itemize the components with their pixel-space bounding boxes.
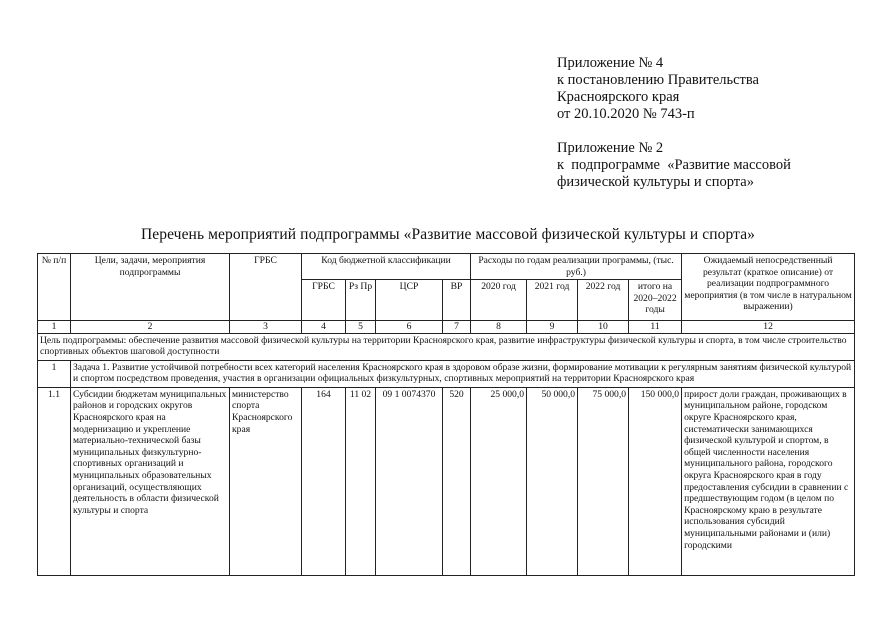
- subheader-total: итого на 2020–2022 годы: [629, 280, 682, 321]
- column-number: 8: [471, 321, 527, 334]
- appendix-line: физической культуры и спорта»: [557, 174, 754, 190]
- column-number: 1: [38, 321, 71, 334]
- header-grbs: ГРБС: [230, 254, 302, 321]
- header-goals: Цели, задачи, мероприятия подпрограммы: [71, 254, 230, 321]
- row-num: 1.1: [38, 387, 71, 575]
- appendix-block-2: [557, 140, 791, 191]
- subheader-rzpr: Рз Пр: [346, 280, 376, 321]
- column-number: 12: [682, 321, 855, 334]
- column-number: 2: [71, 321, 230, 334]
- appendix-line: Красноярского края: [557, 89, 680, 105]
- subheader-vr: ВР: [443, 280, 471, 321]
- row-name: Субсидии бюджетам муниципальных районов и городских округов Красноярского края на модернизацию и укрепление материально-технической базы муниципальных физкультурно-спортивных организаций и муниципальных образовательных организаций, осуществляющих деятельность в области физической культуры и спорта: [71, 387, 230, 575]
- subheader-csr: ЦСР: [376, 280, 443, 321]
- goal-text: Цель подпрограммы: обеспечение развития массовой физической культуры на территории Красноярского края, развитие инфраструктуры физической культуры и спорта, в том числе строительство спортивных объектов шаговой доступности: [38, 333, 855, 360]
- header-result: Ожидаемый непосредственный результат (краткое описание) от реализации подпрограммного мероприятия (в том числе в натуральном выражении): [682, 254, 855, 321]
- appendix-line: к подпрограмме «Развитие массовой: [557, 157, 791, 173]
- column-number: 10: [578, 321, 629, 334]
- header-row: [38, 254, 855, 280]
- row-2020: 25 000,0: [471, 387, 527, 575]
- row-vr: 520: [443, 387, 471, 575]
- task-num: 1: [38, 360, 71, 387]
- table-row: [38, 387, 855, 575]
- task-row: [38, 360, 855, 387]
- row-total: 150 000,0: [629, 387, 682, 575]
- measures-table: [37, 253, 855, 576]
- column-number: 6: [376, 321, 443, 334]
- header-budget-code: Код бюджетной классификации: [302, 254, 471, 280]
- column-number: 4: [302, 321, 346, 334]
- appendix-block-1: [557, 55, 759, 123]
- column-number: 7: [443, 321, 471, 334]
- row-result: прирост доли граждан, проживающих в муниципальном районе, городском округе Красноярского края, систематически занимающихся физической культурой и спортом, в общей численности населения муниципального района, городского округа Красноярского края в году предоставления субсидии в сравнении с предшествующим годом (в целом по Красноярскому краю в результате использования субсидий муниципальными районами и (или) городскими: [682, 387, 855, 575]
- header-num: № п/п: [38, 254, 71, 321]
- column-number: 9: [527, 321, 578, 334]
- row-rzpr: 11 02: [346, 387, 376, 575]
- header-expenses: Расходы по годам реализации программы, (тыс. руб.): [471, 254, 682, 280]
- task-text: Задача 1. Развитие устойчивой потребности всех категорий населения Красноярского края в здоровом образе жизни, формирование мотивации к регулярным занятиям физической культурой и спортом посредством проведения, участия в организации официальных физкультурных, спортивных мероприятий на территории Красноярского края: [71, 360, 855, 387]
- row-grbs-code: 164: [302, 387, 346, 575]
- appendix-line: от 20.10.2020 № 743-п: [557, 106, 695, 122]
- subheader-2022: 2022 год: [578, 280, 629, 321]
- appendix-line: к постановлению Правительства: [557, 72, 759, 88]
- row-2021: 50 000,0: [527, 387, 578, 575]
- column-number: 3: [230, 321, 302, 334]
- document-title: Перечень мероприятий подпрограммы «Развитие массовой физической культуры и спорта»: [140, 226, 756, 243]
- subheader-grbs: ГРБС: [302, 280, 346, 321]
- column-number: 11: [629, 321, 682, 334]
- column-number: 5: [346, 321, 376, 334]
- column-number-row: [38, 321, 855, 334]
- appendix-line: Приложение № 2: [557, 140, 664, 156]
- subheader-2020: 2020 год: [471, 280, 527, 321]
- row-grbs: министерство спорта Красноярского края: [230, 387, 302, 575]
- subheader-2021: 2021 год: [527, 280, 578, 321]
- goal-row: [38, 333, 855, 360]
- row-csr: 09 1 0074370: [376, 387, 443, 575]
- row-2022: 75 000,0: [578, 387, 629, 575]
- appendix-line: Приложение № 4: [557, 55, 664, 71]
